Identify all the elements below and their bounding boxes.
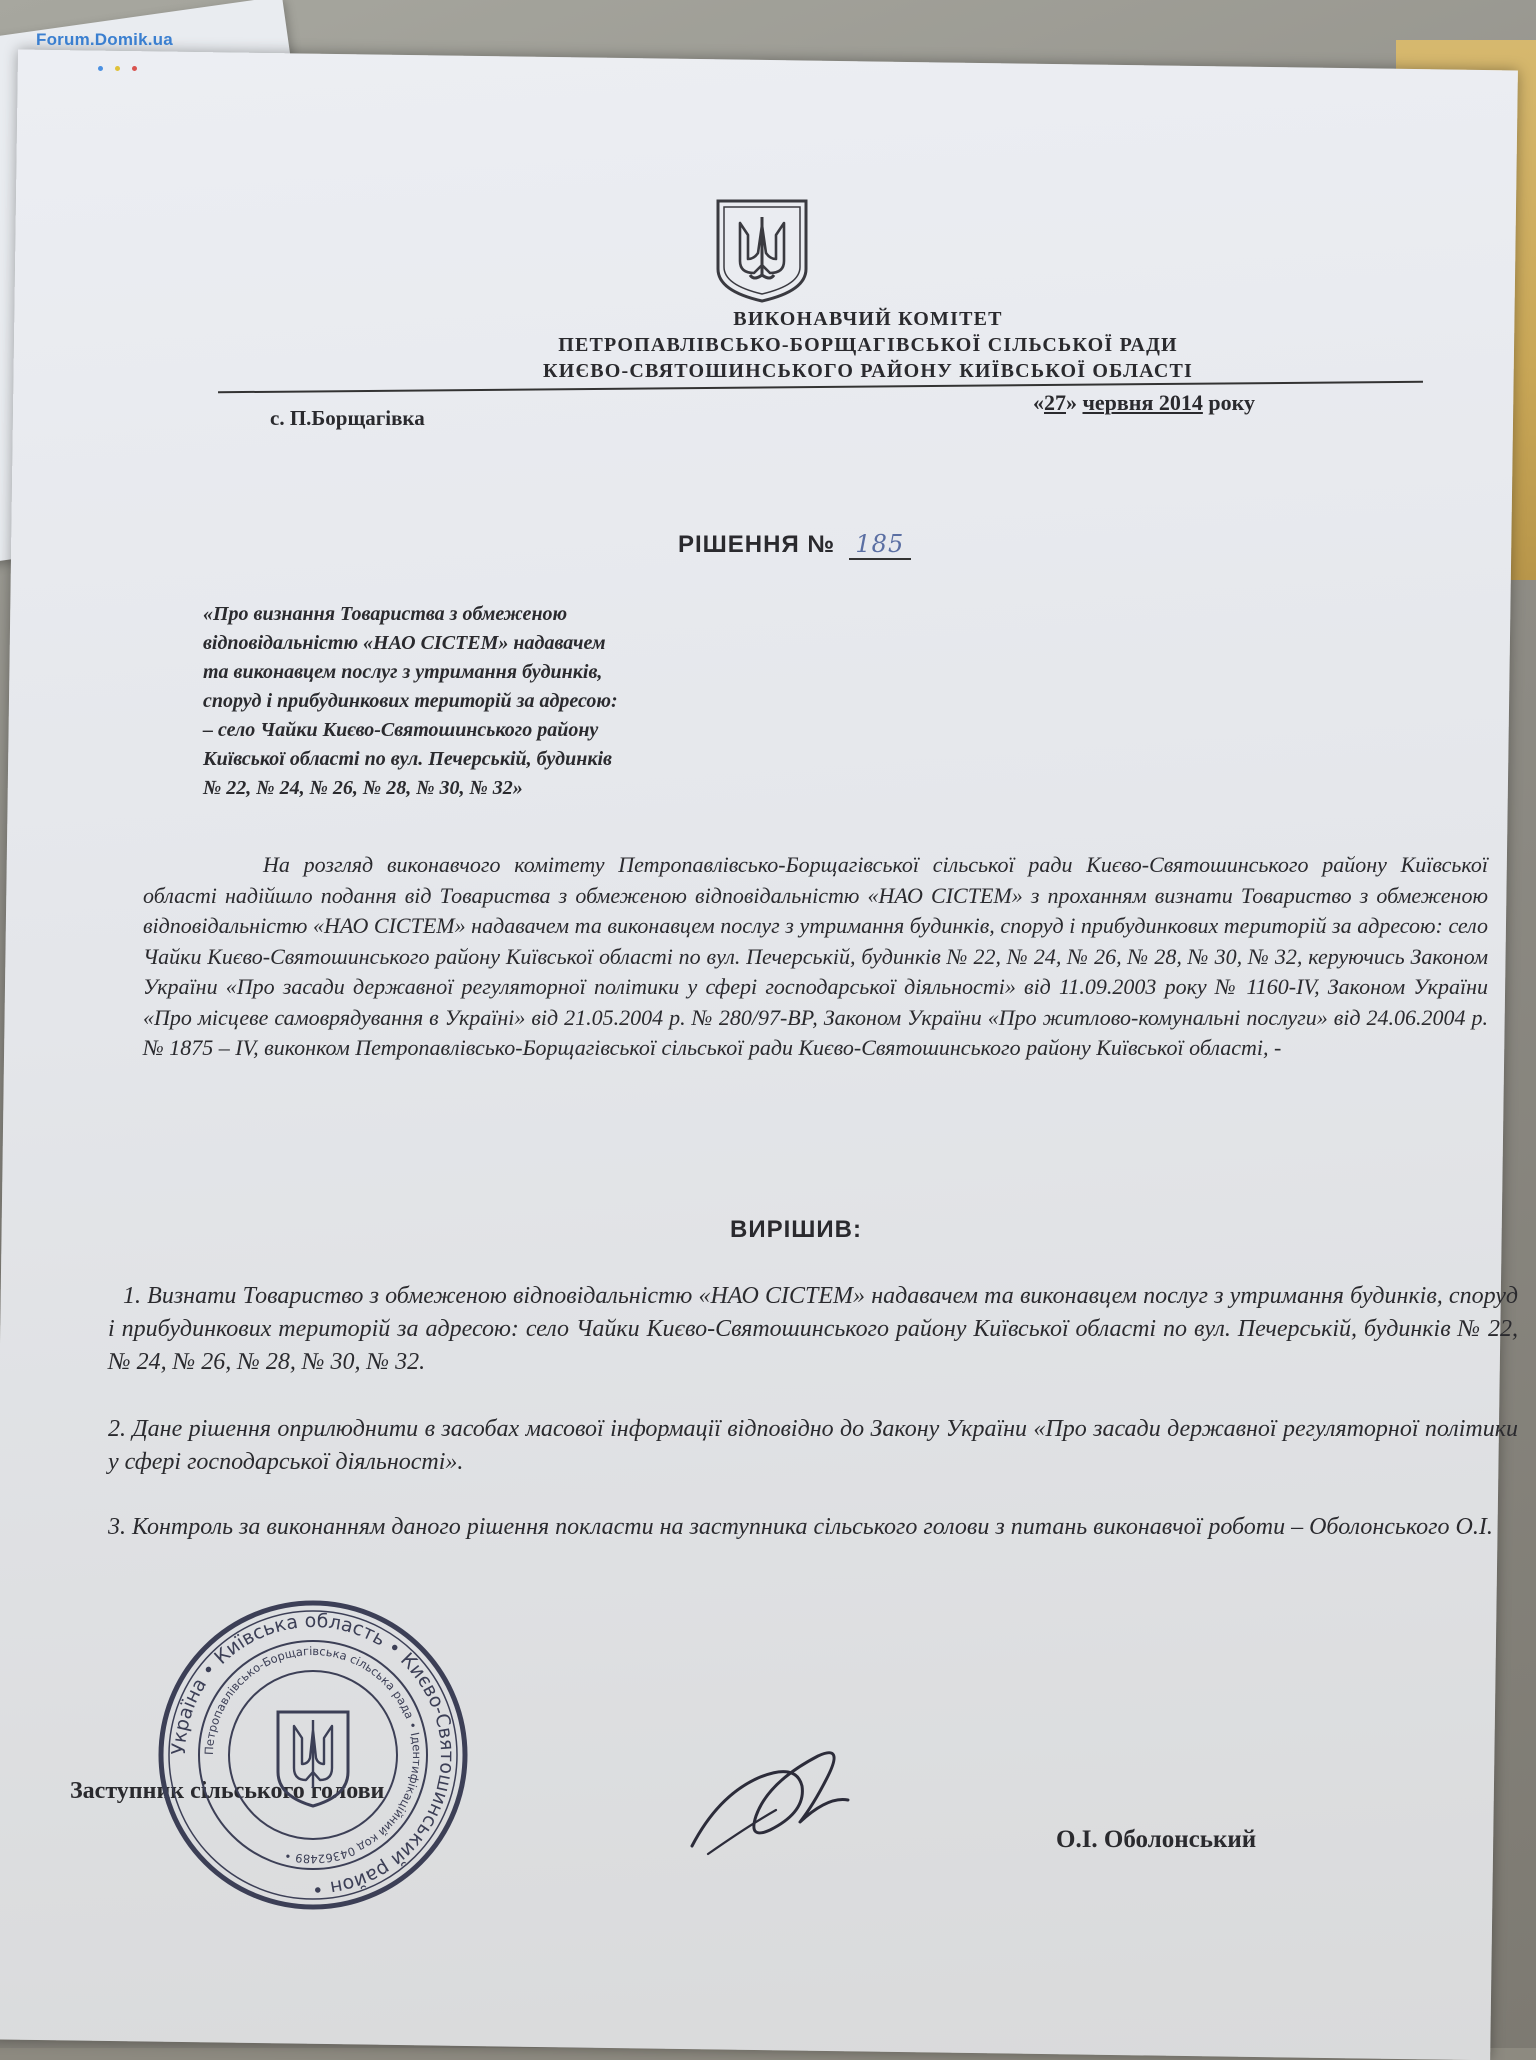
- subject-line: № 22, № 24, № 26, № 28, № 30, № 32»: [203, 777, 523, 799]
- document-page: [18, 60, 1518, 2020]
- resolved-heading: ВИРІШИВ:: [730, 1216, 862, 1243]
- date-day: 27: [1044, 390, 1066, 415]
- round-seal-icon: [154, 1596, 472, 1914]
- org-line: ПЕТРОПАВЛІВСЬКО-БОРЩАГІВСЬКОЇ СІЛЬСЬКОЇ РАДИ: [558, 334, 1178, 356]
- date-suffix: року: [1208, 390, 1255, 415]
- subject-line: «Про визнання Товариства з обмеженою: [203, 603, 568, 625]
- subject-line: Київської області по вул. Печерській, будинків: [203, 748, 612, 770]
- resolution-item: 3. Контроль за виконанням даного рішення покласти на заступника сільського голови з питань виконавчої роботи – Оболонського О.І.: [108, 1514, 1493, 1540]
- org-line: ВИКОНАВЧИЙ КОМІТЕТ: [733, 308, 1003, 330]
- signature-icon: [678, 1726, 858, 1866]
- document-place: с. П.Борщагівка: [270, 406, 425, 430]
- decision-subject: [203, 600, 823, 803]
- signer-name: О.І. Оболонський: [1056, 1826, 1257, 1853]
- resolution-items: [108, 1280, 1518, 1544]
- decision-title: [678, 530, 911, 560]
- subject-line: та виконавцем послуг з утримання будинків,: [203, 661, 603, 683]
- date-close-quote: »: [1066, 390, 1077, 415]
- seal-inner-text: Петропавлівсько-Борщагівська сільська рада • Ідентифікаційний код 04362489 •: [201, 1643, 425, 1867]
- seal-outer-text: Україна • Київська область • Києво-Святошинський район •: [167, 1609, 459, 1901]
- subject-line: відповідальністю «НАО СІСТЕМ» надавачем: [203, 632, 606, 654]
- site-watermark: Forum.Domik.ua: [36, 30, 173, 49]
- subject-line: споруд і прибудинкових територій за адресою:: [203, 690, 618, 712]
- signoff-position: Заступник сільського голови: [70, 1778, 385, 1804]
- resolution-item: 1. Визнати Товариство з обмеженою відповідальністю «НАО СІСТЕМ» надавачем та виконавцем послуг з утримання будинків, споруд і прибудинкових територій за адресою: село Чайки Києво-Святошинського району Київської області по вул. Печерській, будинків № 22, № 24, № 26, № 28, № 30, № 32.: [108, 1283, 1518, 1375]
- decision-label: РІШЕННЯ №: [678, 531, 836, 558]
- subject-line: – село Чайки Києво-Святошинського району: [203, 719, 599, 741]
- org-line: КИЄВО-СВЯТОШИНСЬКОГО РАЙОНУ КИЇВСЬКОЇ ОБЛАСТІ: [543, 360, 1193, 382]
- resolution-item: 2. Дане рішення оприлюднити в засобах масової інформації відповідно до Закону України «Про засади державної регуляторної політики у сфері господарської діяльності».: [108, 1416, 1518, 1475]
- document-date: [1033, 390, 1255, 416]
- date-month-year: червня 2014: [1082, 390, 1203, 415]
- organization-header: [218, 306, 1518, 384]
- decision-number: 185: [849, 530, 911, 560]
- date-open-quote: «: [1033, 390, 1044, 415]
- preamble-paragraph: На розгляд виконавчого комітету Петропавлівсько-Борщагівської сільської ради Києво-Святошинського району Київської області надійшло подання від Товариства з обмеженою відповідальністю «НАО СІСТЕМ» з проханням визнати Товариство з обмеженою відповідальністю «НАО СІСТЕМ» надавачем та виконавцем послуг з утримання будинків, споруд і прибудинкових територій за адресою: село Чайки Києво-Святошинського району Київської області по вул. Печерській, будинків № 22, № 24, № 26, № 28, № 30, № 32, керуючись Законом України «Про засади державної регуляторної політики у сфері господарської діяльності» від 11.09.2003 року № 1160-IV, Законом України «Про місцеве самоврядування в Україні» від 21.05.2004 р. № 280/97-ВР, Законом України «Про житлово-комунальні послуги» від 24.06.2004 р. № 1875 – IV, виконком Петропавлівсько-Борщагівської сільської ради Києво-Святошинського району Київської області, -: [143, 852, 1488, 1060]
- trident-icon: [710, 195, 814, 305]
